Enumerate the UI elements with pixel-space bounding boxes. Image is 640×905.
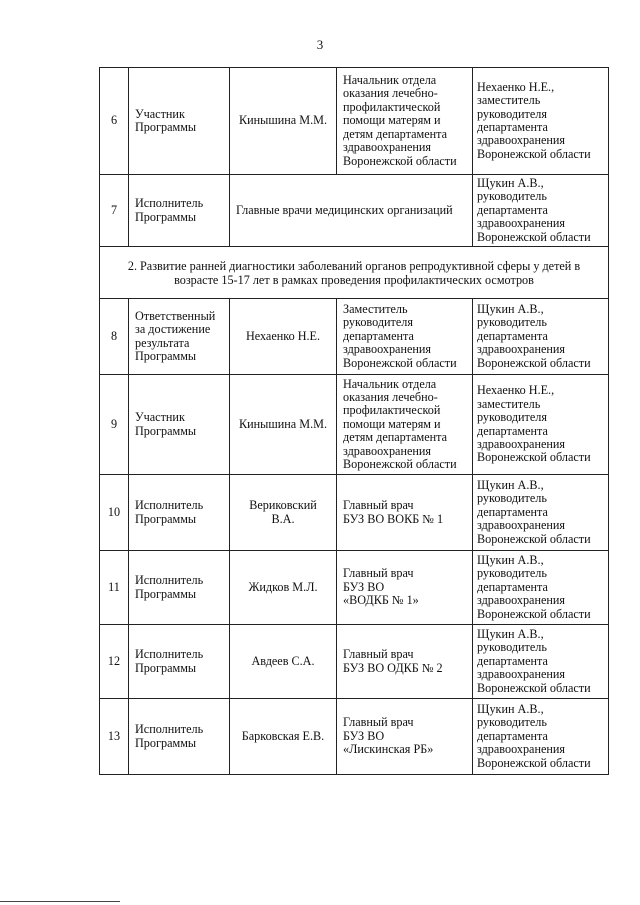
row-number: 12 xyxy=(100,625,129,699)
supervisor-cell: Щукин А.В., руководитель департамента здравоохранения Воронежской области xyxy=(473,475,609,551)
person-name-cell: Вериковский В.А. xyxy=(230,475,337,551)
position-cell: Главный врач БУЗ ВО «Лискинская РБ» xyxy=(337,699,473,775)
person-name-cell: Нехаенко Н.Е. xyxy=(230,299,337,375)
role-cell: Исполнитель Программы xyxy=(129,475,230,551)
position-cell: Начальник отдела оказания лечебно- профилактической помощи матерям и детям департамента здравоохранения Воронежской области xyxy=(337,68,473,175)
supervisor-cell: Щукин А.В., руководитель департамента здравоохранения Воронежской области xyxy=(473,551,609,625)
supervisor-cell: Щукин А.В., руководитель департамента здравоохранения Воронежской области xyxy=(473,175,609,247)
row-number: 10 xyxy=(100,475,129,551)
supervisor-cell: Щукин А.В., руководитель департамента здравоохранения Воронежской области xyxy=(473,699,609,775)
position-cell: Начальник отдела оказания лечебно- профилактической помощи матерям и детям департамента здравоохранения Воронежской области xyxy=(337,375,473,475)
table-row xyxy=(100,551,609,625)
footnote-separator xyxy=(0,901,120,902)
row-number: 7 xyxy=(100,175,129,247)
table-row xyxy=(100,175,609,247)
position-cell: Заместитель руководителя департамента здравоохранения Воронежской области xyxy=(337,299,473,375)
table-row xyxy=(100,299,609,375)
row-number: 11 xyxy=(100,551,129,625)
table-row xyxy=(100,699,609,775)
table-row xyxy=(100,625,609,699)
table-row xyxy=(100,375,609,475)
role-cell: Исполнитель Программы xyxy=(129,175,230,247)
role-cell: Исполнитель Программы xyxy=(129,625,230,699)
role-cell: Участник Программы xyxy=(129,375,230,475)
row-number: 6 xyxy=(100,68,129,175)
role-cell: Ответственный за достижение результата Программы xyxy=(129,299,230,375)
role-cell: Исполнитель Программы xyxy=(129,551,230,625)
table-row xyxy=(100,475,609,551)
position-cell: Главный врач БУЗ ВО «ВОДКБ № 1» xyxy=(337,551,473,625)
table-row xyxy=(100,68,609,175)
role-cell: Участник Программы xyxy=(129,68,230,175)
row-number: 8 xyxy=(100,299,129,375)
person-name-cell: Кинышина М.М. xyxy=(230,375,337,475)
person-name-cell: Кинышина М.М. xyxy=(230,68,337,175)
person-name-cell: Барковская Е.В. xyxy=(230,699,337,775)
supervisor-cell: Щукин А.В., руководитель департамента здравоохранения Воронежской области xyxy=(473,625,609,699)
row-number: 13 xyxy=(100,699,129,775)
person-name-cell: Авдеев С.А. xyxy=(230,625,337,699)
person-name-cell: Жидков М.Л. xyxy=(230,551,337,625)
supervisor-cell: Щукин А.В., руководитель департамента здравоохранения Воронежской области xyxy=(473,299,609,375)
supervisor-cell: Нехаенко Н.Е., заместитель руководителя департамента здравоохранения Воронежской области xyxy=(473,68,609,175)
row-number: 9 xyxy=(100,375,129,475)
responsibility-table xyxy=(99,67,609,775)
page-number: 3 xyxy=(316,37,324,52)
supervisor-cell: Нехаенко Н.Е., заместитель руководителя департамента здравоохранения Воронежской области xyxy=(473,375,609,475)
section-heading: 2. Развитие ранней диагностики заболеваний органов репродуктивной сферы у детей в возрасте 15-17 лет в рамках проведения профилактических осмотров xyxy=(100,247,609,299)
section-heading-row xyxy=(100,247,609,299)
position-cell: Главный врач БУЗ ВО ОДКБ № 2 xyxy=(337,625,473,699)
position-cell: Главный врач БУЗ ВО ВОКБ № 1 xyxy=(337,475,473,551)
role-cell: Исполнитель Программы xyxy=(129,699,230,775)
merged-executors-cell: Главные врачи медицинских организаций xyxy=(230,175,473,247)
